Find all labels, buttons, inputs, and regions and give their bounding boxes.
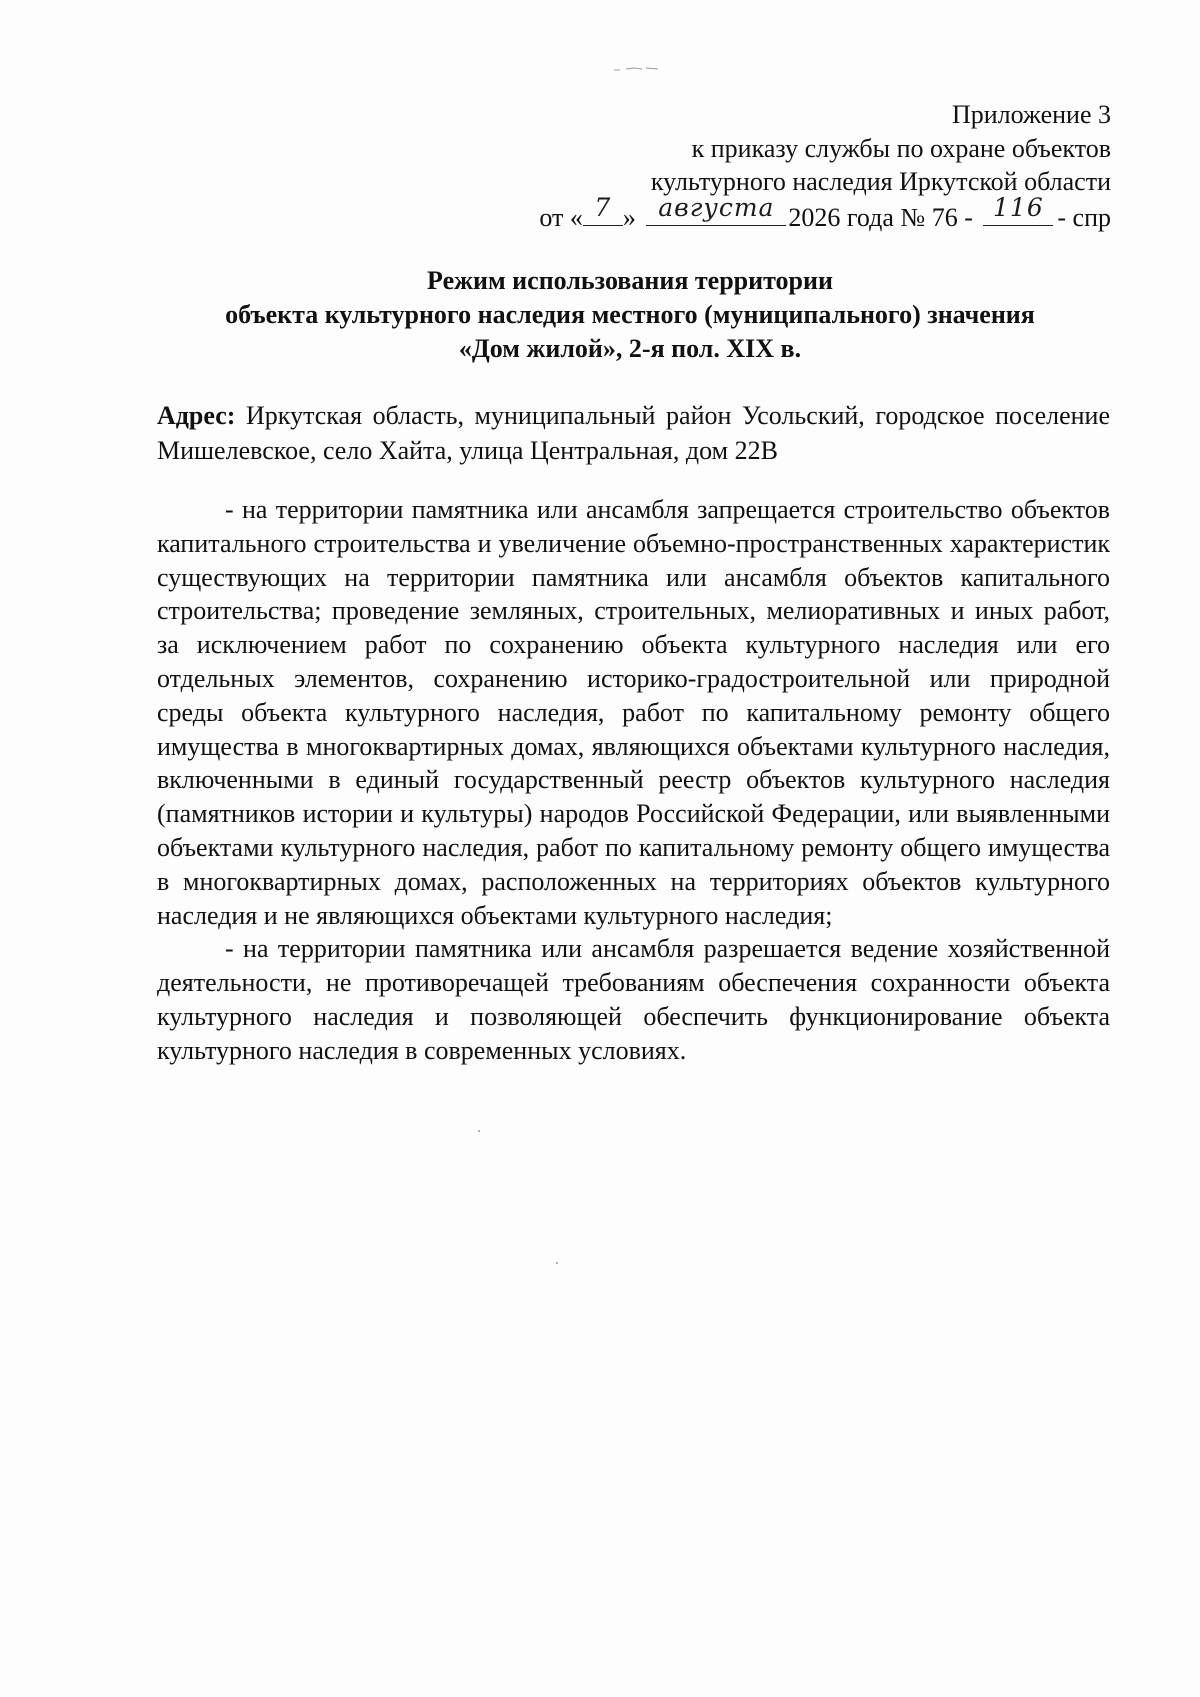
address-text: Иркутская область, муниципальный район Усольский, городское поселение Мишелевское, село Хайта, улица Центральная, дом 22В xyxy=(157,401,1110,465)
authority-line: культурного наследия Иркутской области xyxy=(650,167,1111,196)
document-title xyxy=(150,264,1110,366)
appendix-header xyxy=(411,98,1111,234)
title-line-2: объекта культурного наследия местного (муниципального) значения xyxy=(225,300,1035,329)
object-address xyxy=(157,398,1110,468)
prohibition-paragraph: - на территории памятника или ансамбля запрещается строительство объектов капитального строительства и увеличение объемно-пространственных характеристик существующих на территории памятника или ансамбля объектов капитального строительства; проведение земляных, строительных, мелиоративных и иных работ, за исключением работ по сохранению объекта культурного наследия или его отдельных элементов, сохранению историко-градостроительной или природной среды объекта культурного наследия, работ по капитальному ремонту общего имущества в многоквартирных домах, являющихся объектами культурного наследия, включенными в единый государственный реестр объектов культурного наследия (памятников истории и культуры) народов Российской Федерации, или выявленными объектами культурного наследия, работ по капитальному ремонту общего имущества в многоквартирных домах, расположенных на территориях объектов культурного наследия и не являющихся объектами культурного наследия; xyxy=(157,495,1110,930)
regime-text xyxy=(157,493,1110,1068)
handwritten-order-number-field xyxy=(983,192,1053,226)
title-line-3: «Дом жилой», 2-я пол. XIX в. xyxy=(458,334,802,363)
title-line-1: Режим использования территории xyxy=(427,266,833,295)
appendix-number: Приложение 3 xyxy=(951,100,1111,129)
order-reference-line: к приказу службы по охране объектов xyxy=(691,133,1111,163)
scan-speck xyxy=(478,1130,480,1132)
date-quote-close: » xyxy=(622,202,636,232)
handwritten-day: 7 xyxy=(594,192,612,222)
order-suffix: - спр xyxy=(1057,202,1111,232)
date-year-and-number: 2026 года № 76 - xyxy=(788,202,973,232)
scan-artifact-mark xyxy=(612,66,662,72)
handwritten-month-field xyxy=(646,192,786,226)
order-date-line xyxy=(411,192,1111,235)
handwritten-order-number: 116 xyxy=(993,192,1044,222)
date-prefix: от « xyxy=(539,202,583,232)
handwritten-month: августа xyxy=(658,192,775,222)
scan-speck xyxy=(556,1262,558,1264)
permission-paragraph: - на территории памятника или ансамбля разрешается ведение хозяйственной деятельности, не противоречащей требованиям обеспечения сохранности объекта культурного наследия и позволяющей обеспечить функционирование объекта культурного наследия в современных условиях. xyxy=(157,934,1110,1065)
handwritten-day-field xyxy=(583,192,623,226)
address-label: Адрес: xyxy=(157,401,236,430)
